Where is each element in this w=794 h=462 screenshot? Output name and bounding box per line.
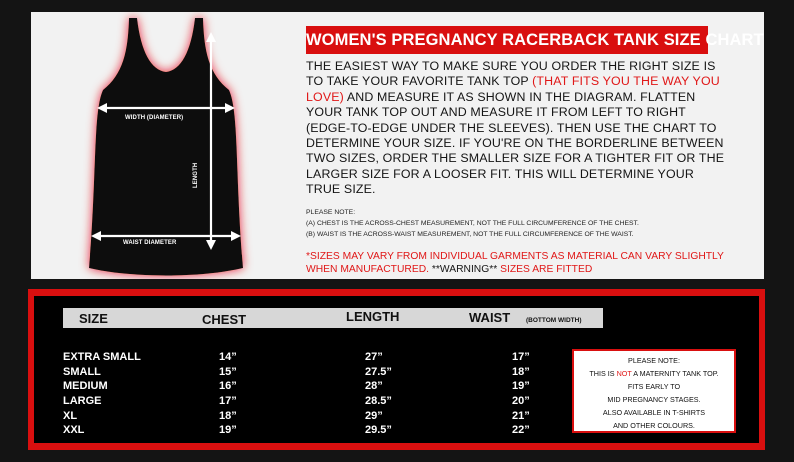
- cell-length: 27.5”: [365, 366, 392, 378]
- callout-line-3: FITS EARLY TO: [627, 382, 681, 391]
- callout-line-6: AND OTHER COLOURS.: [613, 421, 695, 430]
- cell-size: EXTRA SMALL: [63, 351, 141, 363]
- disclaimer-part3: SIZES ARE FITTED: [497, 264, 593, 275]
- tank-top-diagram: [31, 12, 301, 279]
- waist-label: WAIST DIAMETER: [123, 240, 177, 246]
- cell-length: 28”: [365, 380, 383, 392]
- cell-waist: 21”: [512, 410, 530, 422]
- cell-size: LARGE: [63, 395, 102, 407]
- callout-line-2-pre: THIS IS: [589, 369, 617, 378]
- cell-chest: 14”: [219, 351, 237, 363]
- intro-part1: THE EASIEST WAY TO MAKE SURE YOU ORDER THE RIGHT SIZE IS TO TAKE YOUR FAVORITE TANK TOP: [306, 59, 716, 89]
- cell-chest: 19”: [219, 424, 237, 436]
- cell-chest: 15”: [219, 366, 237, 378]
- callout-line-2-post: A MATERNITY TANK TOP.: [631, 369, 719, 378]
- cell-size: XL: [63, 410, 78, 422]
- table-header: [63, 308, 603, 328]
- cell-length: 27”: [365, 351, 383, 363]
- size-chart: [34, 296, 759, 443]
- maternity-note-callout: [572, 349, 736, 433]
- callout-not: NOT: [616, 369, 632, 378]
- notes-heading: PLEASE NOTE:: [306, 209, 356, 216]
- cell-waist: 20”: [512, 395, 530, 407]
- intro-highlight: (THAT FITS YOU THE WAY YOU LOVE): [306, 74, 720, 104]
- disclaimer: [306, 250, 726, 276]
- width-label: WIDTH (DIAMETER): [125, 115, 184, 121]
- callout-heading: PLEASE NOTE:: [628, 356, 680, 365]
- cell-chest: 16”: [219, 380, 237, 392]
- cell-waist: 18”: [512, 366, 530, 378]
- cell-chest: 17”: [219, 395, 237, 407]
- header-chest: CHEST: [202, 312, 247, 327]
- header-waist-note: (BOTTOM WIDTH): [526, 317, 582, 324]
- cell-length: 28.5”: [365, 395, 392, 407]
- size-chart-panel: [28, 289, 765, 450]
- table-row: [34, 380, 594, 394]
- table-row: [34, 351, 594, 365]
- length-label: LENGTH: [193, 162, 199, 188]
- info-panel: [31, 12, 764, 279]
- header-waist: WAIST: [469, 310, 511, 325]
- cell-size: SMALL: [63, 366, 101, 378]
- callout-line-4: MID PREGNANCY STAGES.: [607, 395, 701, 404]
- cell-waist: 17”: [512, 351, 530, 363]
- header-length: LENGTH: [346, 309, 400, 324]
- table-row: [34, 410, 594, 424]
- table-row: [34, 395, 594, 409]
- disclaimer-warning: **WARNING**: [431, 264, 498, 275]
- table-row: [34, 366, 594, 380]
- intro-text: [306, 59, 726, 198]
- note-a: (A) CHEST IS THE ACROSS-CHEST MEASUREMENT, NOT THE FULL CIRCUMFERENCE OF THE CHEST.: [306, 220, 639, 227]
- cell-waist: 19”: [512, 380, 530, 392]
- cell-chest: 18”: [219, 410, 237, 422]
- table-row: [34, 424, 594, 438]
- cell-size: MEDIUM: [63, 380, 108, 392]
- page-title: WOMEN'S PREGNANCY RACERBACK TANK SIZE CHART: [306, 26, 708, 54]
- intro-part2: AND MEASURE IT AS SHOWN IN THE DIAGRAM. FLATTEN YOUR TANK TOP OUT AND MEASURE IT FROM LEFT TO RIGHT (EDGE-TO-EDGE UNDER THE SLEEVES). THEN USE THE CHART TO DETERMINE YOUR SIZE. IF YOU'RE ON THE BORDERLINE BETWEEN TWO SIZES, ORDER THE SMALLER SIZE FOR A TIGHTER FIT OR THE LARGER SIZE FOR A LOOSER FIT. THIS WILL DETERMINE YOUR TRUE SIZE.: [306, 89, 725, 197]
- header-size: SIZE: [79, 311, 108, 326]
- cell-size: XXL: [63, 424, 85, 436]
- cell-length: 29”: [365, 410, 383, 422]
- note-b: (B) WAIST IS THE ACROSS-WAIST MEASUREMENT, NOT THE FULL CIRCUMFERENCE OF THE WAIST.: [306, 231, 634, 238]
- callout-line-5: ALSO AVAILABLE IN T-SHIRTS: [602, 408, 706, 417]
- callout-line-2: [574, 367, 734, 380]
- disclaimer-part1: *SIZES MAY VARY FROM INDIVIDUAL GARMENTS AS MATERIAL CAN VARY SLIGHTLY WHEN MANUFACTURED.: [306, 251, 724, 275]
- cell-waist: 22”: [512, 424, 530, 436]
- measurement-notes: [306, 207, 746, 240]
- cell-length: 29.5”: [365, 424, 392, 436]
